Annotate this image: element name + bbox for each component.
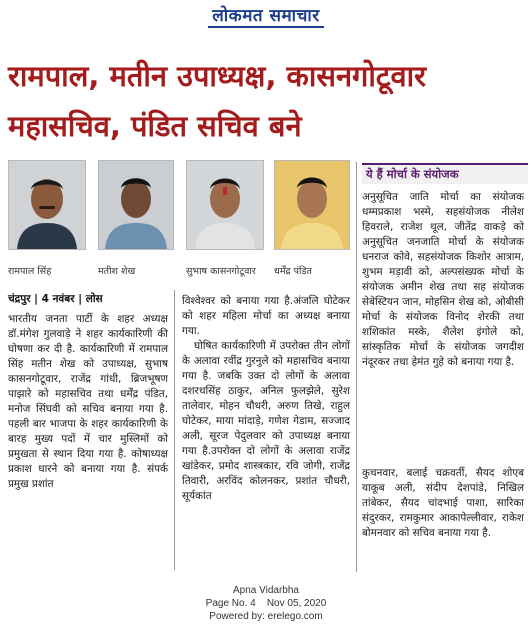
article-paragraph: भारतीय जनता पार्टी के शहर अध्यक्ष डॉ.मंगेश गुलवाड़े ने शहर कार्यकारिणी की घोषणा कर दी है. कार्यकारिणी में रामपाल सिंह मतीन शेख को उपाध्यक्ष, सुभाष कासनगोटूवार, राजेंद्र गांधी, ब्रिजभूषण पाझारे को महासचिव तथा धर्मेंद्र पंडित, मनोज सिंघवी को सचिव बनाया गया है. पहली बार भाजपा के शहर कार्यकारिणी के बारह मुख्य पदों में चार मुस्लिमों को प्रमुखता से स्थान दिया गया है. कोषाध्यक्ष प्रकाश धारने को बनाया गया है. संपर्क प्रमुख प्रशांत — [8, 313, 168, 490]
portrait-image — [275, 161, 349, 249]
sidebar-body — [362, 190, 524, 370]
photo-dharmendra-pandit — [274, 160, 350, 250]
photo-rampal-singh — [8, 160, 86, 250]
footer-publication: Apna Vidarbha — [233, 585, 299, 596]
portrait-image — [99, 161, 173, 249]
portrait-image — [9, 161, 85, 249]
article-column-3-bottom — [362, 466, 524, 541]
photo-caption: रामपाल सिंह — [8, 266, 52, 277]
masthead — [0, 3, 532, 28]
photo-matish-shekh — [98, 160, 174, 250]
masthead-logo-text: लोकमत समाचार — [208, 3, 323, 28]
article-paragraph: घोषित कार्यकारिणी में उपरोक्त तीन लोगों के अलावा रवींद्र गुरनुले को महासचिव बनाया गया है. जबकि उक्त दो लोगों के अलावा दशरथसिंह ठाकुर, अनिल फुलझेले, सुरेश तालेवार, मोहन चौधरी, अरुण तिखे, राहुल घोटेकर, माया मांदाड़े, गणेश गेडाम, सज्जाद अली, सूरज पेदुलवार को उपाध्यक्ष बनाया गया है.उपरोक्त दो लोगों के अलावा राजेंद्र खांडेकर, प्रमोद शास्त्रकार, रवि जोगी, राजेंद्र तिवारी, अरविंद कोलनकर, प्रशांत चौधरी, सूर्यकांत — [182, 340, 350, 502]
photo-subhash-kasangotuwar — [186, 160, 264, 250]
column-divider — [174, 290, 175, 570]
article-paragraph: कुचनवार, बलाई चक्रवर्ती, सैयद शोएब याकूब अली, संदीप देशपांडे, निखिल तांबेकर, सैयद चांदभाई पाशा, सारिका संदुरकर, रामकुमार आकापेल्लीवार, राकेश बोमनवार को सचिव बनाया गया है. — [362, 467, 524, 539]
article-paragraph: विश्वेश्वर को बनाया गया है.अंजलि घोटेकर को शहर महिला मोर्चा का अध्यक्ष बनाया गया. — [182, 295, 350, 337]
portrait-image — [187, 161, 263, 249]
photo-caption: धर्मेंद्र पंडित — [274, 266, 312, 277]
sidebar-paragraph: अनुसूचित जाति मोर्चा का संयोजक धम्मप्रकाश भस्मे, सहसंयोजक नीलेश हिवराले, राजेश थूल, जीतेंद्र वाकड़े को अनुसूचित जनजाति मोर्चा के संयोजक धनराज कोवे, सहसंयोजक किशोर आत्राम, शुभम मड़ावी को, अल्पसंख्यक मोर्चा के संयोजक अमीन शेख तथा सह संयोजक सेबेस्टियन जान, मोहसिन शेख को, ओबीसी मोर्चा के संयोजक विनोद शेरकी तथा शशिकांत मस्के, शैलेश इंगोले को, सांस्कृतिक मोर्चा के संयोजक जगदीश नंदूरकर तथा हेमंत गुहे को बनाया गया है. — [362, 191, 524, 368]
headline-line-1: रामपाल, मतीन उपाध्यक्ष, कासनगोटूवार — [8, 59, 426, 93]
headline-line-2: महासचिव, पंडित सचिव बने — [8, 109, 302, 143]
page-footer — [0, 584, 532, 623]
photo-caption: मतीश शेख — [98, 266, 136, 277]
column-divider — [356, 162, 357, 572]
article-column-1 — [8, 312, 168, 492]
sidebar-title: ये हैं मोर्चा के संयोजक — [362, 163, 528, 184]
footer-page-date: Page No. 4 Nov 05, 2020 — [205, 598, 327, 609]
footer-powered-by: Powered by: erelego.com — [209, 611, 323, 622]
photo-caption: सुभाष कासनगोटूवार — [186, 266, 256, 277]
article-column-2 — [182, 294, 350, 504]
dateline: चंद्रपुर | 4 नवंबर | लोस — [8, 293, 103, 305]
